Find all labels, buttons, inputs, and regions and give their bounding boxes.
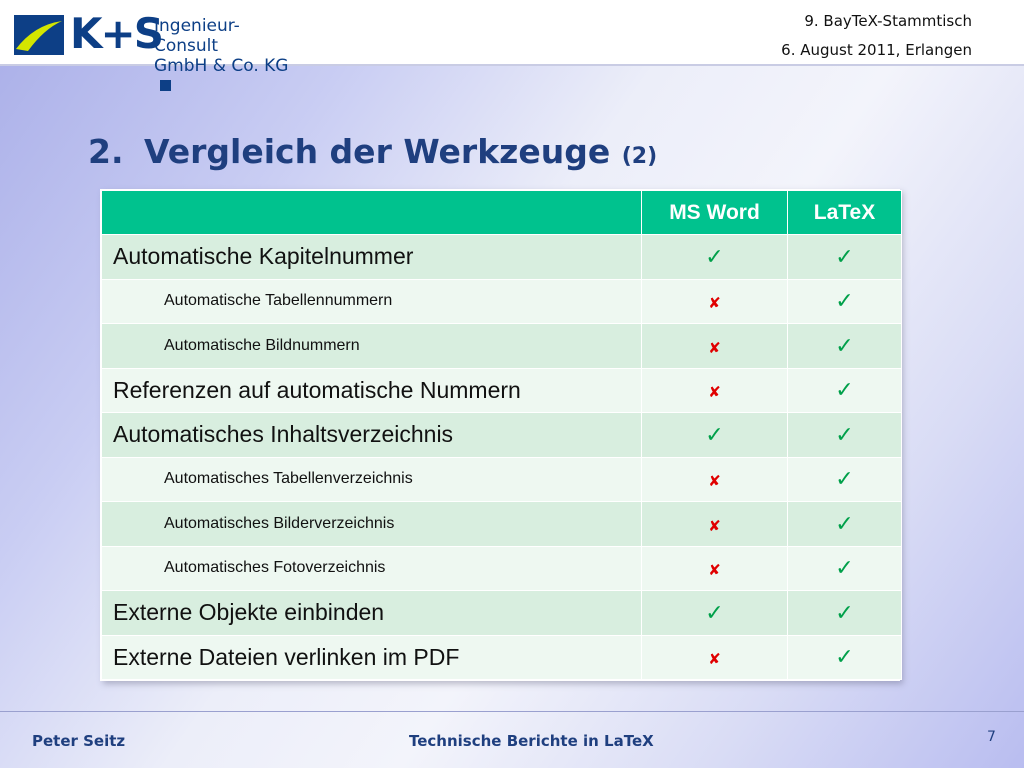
table-row xyxy=(102,635,902,680)
feature-label: Automatisches Inhaltsverzeichnis xyxy=(102,413,642,458)
latex-support-cell xyxy=(788,279,902,324)
table-row xyxy=(102,546,902,591)
check-icon: ✓ xyxy=(835,289,854,315)
event-name: 9. BayTeX-Stammtisch xyxy=(804,12,972,30)
logo-mark-icon xyxy=(14,15,64,55)
cross-icon: ✘ xyxy=(708,383,721,402)
logo-company-name xyxy=(154,16,289,96)
slide-title-text: Vergleich der Werkzeuge xyxy=(144,132,611,171)
logo-company-line2 xyxy=(154,56,289,96)
check-icon: ✓ xyxy=(705,244,724,270)
footer-topic: Technische Berichte in LaTeX xyxy=(409,732,654,750)
table-body xyxy=(102,235,902,680)
ms-word-support-cell xyxy=(642,279,788,324)
table-row xyxy=(102,235,902,280)
table-header-row xyxy=(102,191,902,235)
check-icon: ✓ xyxy=(835,645,854,671)
table-row xyxy=(102,413,902,458)
footer-author: Peter Seitz xyxy=(32,732,126,750)
table-row xyxy=(102,457,902,502)
check-icon: ✓ xyxy=(835,511,854,537)
header-cell-latex: LaTeX xyxy=(788,191,902,235)
ms-word-support-cell xyxy=(642,413,788,458)
comparison-table xyxy=(100,189,900,681)
event-date-location: 6. August 2011, Erlangen xyxy=(781,41,972,59)
check-icon: ✓ xyxy=(835,244,854,270)
header-cell-feature xyxy=(102,191,642,235)
cross-icon: ✘ xyxy=(708,561,721,580)
company-logo xyxy=(14,9,289,76)
feature-label: Automatisches Fotoverzeichnis xyxy=(102,546,642,591)
ms-word-support-cell xyxy=(642,635,788,680)
ms-word-support-cell xyxy=(642,502,788,547)
ms-word-support-cell xyxy=(642,368,788,413)
slide-title xyxy=(88,132,657,171)
latex-support-cell xyxy=(788,502,902,547)
cross-icon: ✘ xyxy=(708,294,721,313)
cross-icon: ✘ xyxy=(708,516,721,535)
check-icon: ✓ xyxy=(835,467,854,493)
feature-label: Automatische Tabellennummern xyxy=(102,279,642,324)
logo-brand: K+S xyxy=(70,9,162,58)
table-row xyxy=(102,279,902,324)
latex-support-cell xyxy=(788,235,902,280)
ms-word-support-cell xyxy=(642,457,788,502)
header-bar xyxy=(0,0,1024,76)
feature-label: Automatisches Bilderverzeichnis xyxy=(102,502,642,547)
feature-label: Referenzen auf automatische Nummern xyxy=(102,368,642,413)
table-row xyxy=(102,368,902,413)
table-row xyxy=(102,591,902,636)
page-number: 7 xyxy=(987,729,996,745)
latex-support-cell xyxy=(788,591,902,636)
latex-support-cell xyxy=(788,368,902,413)
logo-square-icon xyxy=(160,80,171,91)
table-row xyxy=(102,324,902,369)
feature-label: Automatische Kapitelnummer xyxy=(102,235,642,280)
feature-label: Automatisches Tabellenverzeichnis xyxy=(102,457,642,502)
check-icon: ✓ xyxy=(835,378,854,404)
ms-word-support-cell xyxy=(642,235,788,280)
logo-company-line1: Ingenieur-Consult xyxy=(154,16,240,56)
feature-label: Externe Objekte einbinden xyxy=(102,591,642,636)
cross-icon: ✘ xyxy=(708,472,721,491)
check-icon: ✓ xyxy=(835,600,854,626)
check-icon: ✓ xyxy=(705,422,724,448)
cross-icon: ✘ xyxy=(708,338,721,357)
latex-support-cell xyxy=(788,457,902,502)
cross-icon: ✘ xyxy=(708,650,721,669)
check-icon: ✓ xyxy=(835,333,854,359)
event-info xyxy=(781,7,972,65)
ms-word-support-cell xyxy=(642,546,788,591)
check-icon: ✓ xyxy=(835,422,854,448)
latex-support-cell xyxy=(788,413,902,458)
latex-support-cell xyxy=(788,546,902,591)
slide-title-part: (2) xyxy=(621,144,658,169)
ms-word-support-cell xyxy=(642,591,788,636)
header-cell-ms-word: MS Word xyxy=(642,191,788,235)
comparison-table-grid xyxy=(101,190,902,680)
table-row xyxy=(102,502,902,547)
feature-label: Externe Dateien verlinken im PDF xyxy=(102,635,642,680)
latex-support-cell xyxy=(788,324,902,369)
slide-title-number: 2. xyxy=(88,132,124,171)
footer-divider xyxy=(0,711,1024,712)
logo-company-line2-text: GmbH & Co. KG xyxy=(154,56,289,76)
check-icon: ✓ xyxy=(835,556,854,582)
feature-label: Automatische Bildnummern xyxy=(102,324,642,369)
ms-word-support-cell xyxy=(642,324,788,369)
check-icon: ✓ xyxy=(705,600,724,626)
latex-support-cell xyxy=(788,635,902,680)
